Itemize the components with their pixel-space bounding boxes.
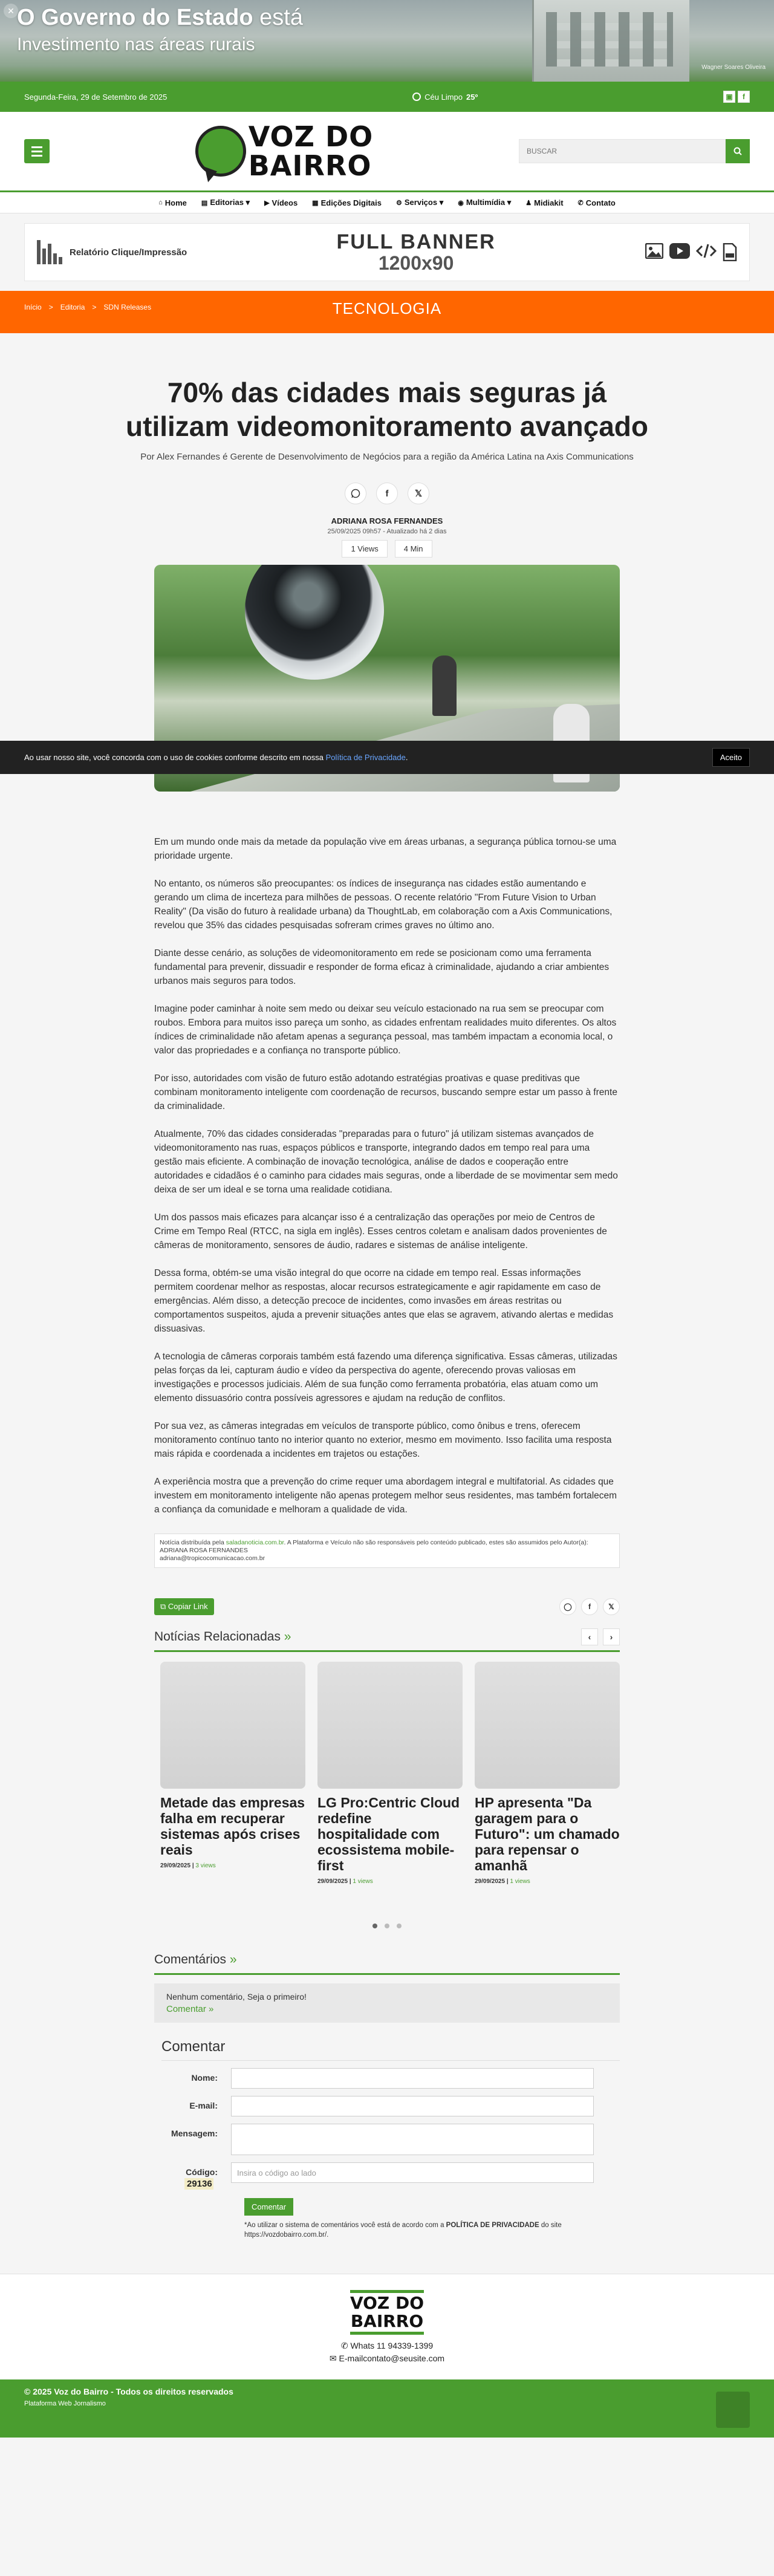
cyclist-shape <box>432 655 457 716</box>
document-icon: ▦ <box>312 199 319 207</box>
carousel-next-button[interactable]: › <box>603 1628 620 1645</box>
related-card-image <box>317 1662 463 1789</box>
related-card-title[interactable]: LG Pro:Centric Cloud redefine hospitalidade com ecossistema mobile-first <box>317 1795 460 1873</box>
whatsapp-icon: ✆ <box>340 2341 351 2350</box>
captcha-code: 29136 <box>184 2178 213 2190</box>
facebook-icon[interactable]: f <box>738 91 750 103</box>
message-field[interactable] <box>231 2124 594 2155</box>
privacy-policy-link[interactable]: POLÍTICA DE PRIVACIDADE <box>446 2222 539 2229</box>
article-author: ADRIANA ROSA FERNANDES <box>331 516 443 525</box>
bar-chart-icon <box>37 240 62 264</box>
article-paragraph: A tecnologia de câmeras corporais também está fazendo uma diferença significativa. Essas câmeras, utilizadas pelas forças da lei, capturam áudio e vídeo da perspectiva do agente, oferecendo provas valiosas em investigações e processos judiciais. Além de sua função como ferramenta probatória, elas atuam como um elemento dissuasório contra possíveis agressores e ajudam na redução de conflitos. <box>154 1351 617 1403</box>
video-icon <box>669 243 690 259</box>
search-form <box>519 139 750 163</box>
nav-item-multimidia[interactable] <box>458 198 511 207</box>
menu-bar-icon <box>31 155 42 157</box>
nav-item-videos[interactable] <box>264 198 298 207</box>
no-comments-box <box>154 1983 620 2023</box>
logo-text <box>249 122 374 180</box>
security-camera-shape <box>245 565 384 680</box>
play-icon: ▶ <box>264 199 270 207</box>
home-icon: ⌂ <box>158 199 163 206</box>
close-icon[interactable]: ✕ <box>4 4 18 18</box>
current-date: Segunda-Feira, 29 de Setembro de 2025 <box>24 92 167 102</box>
phone-icon: ✆ <box>577 199 584 207</box>
article-dates: 25/09/2025 09h57 - Atualizado há 2 dias <box>327 528 447 535</box>
article-stats <box>0 540 774 558</box>
menu-bar-icon <box>31 151 42 152</box>
related-card-meta: 29/09/2025 | 1 views <box>475 1878 530 1885</box>
nav-item-editorias[interactable] <box>201 198 250 207</box>
user-icon: ♟ <box>525 199 532 207</box>
facebook-icon[interactable]: f <box>376 483 398 504</box>
related-news-title-text: Notícias Relacionadas <box>154 1630 281 1644</box>
hero-subtitle: Investimento nas áreas rurais <box>17 34 255 54</box>
related-card-image <box>160 1662 305 1789</box>
floating-widget-button[interactable] <box>716 2392 750 2428</box>
nav-label: Editorias ▾ <box>210 198 250 207</box>
footer-logo-line-2: BAIRRO <box>350 2311 424 2331</box>
related-card-views: 3 views <box>195 1862 216 1869</box>
footer-whatsapp-text: Whats 11 94339-1399 <box>350 2341 434 2350</box>
related-news-header <box>154 1628 620 1652</box>
nav-item-home[interactable] <box>158 198 187 207</box>
breadcrumb-separator: > <box>92 303 97 311</box>
cookie-consent-bar <box>0 741 774 774</box>
nav-label: Contato <box>585 198 616 207</box>
article-body <box>154 792 620 1517</box>
email-field[interactable] <box>231 2096 594 2116</box>
no-comments-text: Nenhum comentário, Seja o primeiro! <box>166 1992 307 2002</box>
privacy-post: do site https://vozdobairro.com.br/. <box>244 2222 562 2239</box>
carousel-controls <box>581 1628 620 1645</box>
nav-item-edicoes-digitais[interactable] <box>312 198 382 207</box>
x-twitter-icon[interactable]: 𝕏 <box>603 1598 620 1615</box>
privacy-policy-link[interactable]: Política de Privacidade <box>325 753 406 762</box>
read-time: 4 Min <box>395 540 432 558</box>
logo-line-1: VOZ DO <box>248 120 374 153</box>
related-card-date: 29/09/2025 <box>317 1878 348 1885</box>
ad-media-icons <box>645 243 737 261</box>
building-image <box>532 0 689 82</box>
form-row-name <box>161 2068 620 2089</box>
nav-label: Serviços ▾ <box>404 198 444 207</box>
nav-label: Edições Digitais <box>320 198 382 207</box>
top-hero-banner[interactable] <box>0 0 774 82</box>
nav-label: Midiakit <box>534 198 564 207</box>
related-card-title[interactable]: HP apresenta "Da garagem para o Futuro": um chamado para repensar o amanhã <box>475 1795 620 1873</box>
breadcrumb-home[interactable]: Início <box>24 303 42 311</box>
comments-title: Comentários <box>154 1953 227 1966</box>
comment-form-heading: Comentar <box>161 2038 620 2061</box>
article-paragraph: Dessa forma, obtém-se uma visão integral do que ocorre na cidade em tempo real. Essas informações permitem coordenar melhor as respostas, alocar recursos estrategicamente e agir rapidamente em caso de emergências. Além disso, a detecção precoce de incidentes, como invasões em áreas restritas ou comportamentos suspeitos, ajuda a prevenir situações antes que elas se agravem, ativando alertas e medidas dissuasivas. <box>154 1268 614 1334</box>
site-header <box>0 112 774 190</box>
share-buttons <box>0 483 774 504</box>
carousel-dot[interactable] <box>397 1924 402 1928</box>
article-paragraph: A experiência mostra que a prevenção do crime requer uma abordagem integral e multifatorial. As cidades que investem em monitoramento inteligente não apenas protegem melhor seus residentes, mas também fortalecem a confiança da comunidade e melhoram a qualidade de vida. <box>154 1477 617 1515</box>
article-paragraph: Diante desse cenário, as soluções de videomonitoramento em rede se posicionam como uma ferramenta fundamental para prevenir, dissuadir e responder de forma eficaz à criminalidade, ajudando a criar ambientes urbanos mais seguros para todos. <box>154 948 610 986</box>
sun-icon <box>412 93 421 101</box>
search-input[interactable] <box>519 139 726 163</box>
breadcrumb-editoria[interactable]: Editoria <box>60 303 85 311</box>
distribution-note <box>154 1534 620 1568</box>
ad-title: FULL BANNER <box>336 230 496 253</box>
ad-placeholder <box>337 231 496 273</box>
social-links <box>723 91 750 103</box>
note-suffix: . A Plataforma e Veículo não são responsáveis pelo conteúdo publicado, estes são assumidos pelo Autor(a): <box>284 1539 588 1546</box>
related-card-views: 1 views <box>353 1878 373 1885</box>
article-paragraph: Por isso, autoridades com visão de futuro estão adotando estratégias proativas e quase preditivas que combinam monitoramento inteligente com coordenação de recursos, buscando sempre estar um passo à frente da criminalidade. <box>154 1073 617 1111</box>
article-paragraph: Por sua vez, as câmeras integradas em veículos de transporte público, como ônibus e trens, oferecem monitoramento contínuo tanto no interior quanto no exterior, mesmo em movimento. Isso facilita uma resposta mais rápida e coordenada a incidentes em trajetos ou estações. <box>154 1421 612 1459</box>
instagram-icon[interactable]: ▣ <box>723 91 735 103</box>
copyright: © 2025 Voz do Bairro - Todos os direitos reservados <box>24 2387 233 2396</box>
nav-label: Vídeos <box>272 198 298 207</box>
related-news-list <box>154 1662 620 1885</box>
views-count: 1 Views <box>342 540 387 558</box>
full-banner-ad[interactable] <box>24 223 750 281</box>
article <box>0 333 774 2438</box>
name-label: Nome: <box>191 2073 218 2083</box>
breadcrumb-sdn-releases[interactable]: SDN Releases <box>103 303 152 311</box>
code-label-text: Código: <box>186 2167 218 2177</box>
temperature: 25º <box>466 92 478 102</box>
site-footer <box>0 2274 774 2379</box>
speech-bubble-logo-icon <box>195 126 246 177</box>
nav-item-midiakit[interactable] <box>525 198 563 207</box>
nav-item-servicos[interactable] <box>396 198 443 207</box>
note-prefix: Notícia distribuída pela <box>160 1539 224 1546</box>
footer-logo-text <box>350 2294 424 2330</box>
article-paragraph: Em um mundo onde mais da metade da população vive em áreas urbanas, a segurança pública tornou-se uma prioridade urgente. <box>154 837 617 861</box>
footer-whatsapp[interactable] <box>0 2341 774 2351</box>
category-title: TECNOLOGIA <box>332 299 442 317</box>
share-buttons-small <box>559 1598 620 1615</box>
double-chevron-icon: » <box>229 1953 237 1966</box>
article-paragraph: Imagine poder caminhar à noite sem medo ou deixar seu veículo estacionado na rua sem se preocupar com roubos. Embora para muitos isso pareça um sonho, as cidades enfrentam realidades muito diferentes. Os altos índices de criminalidade não afetam apenas a segurança pessoal, mas também impactam a economia local, o valor das propriedades e a confiança no transporte público. <box>154 1004 617 1056</box>
ad-area <box>0 213 774 291</box>
article-paragraph: Atualmente, 70% das cidades consideradas "preparadas para o futuro" já utilizam sistemas avançados de videomonitoramento nas ruas, espaços públicos e transporte, integrando dados em tempo real para uma gestão mais eficiente. A combinação de inovação tecnológica, análise de dados e cooperação entre autoridades e cidadãos é o caminho para cidades mais seguras, onde a liberdade de se movimentar sem medo deixa de ser um ideal e se torna uma realidade cotidiana. <box>154 1129 618 1195</box>
related-card-meta: 29/09/2025 | 3 views <box>160 1862 216 1869</box>
mail-icon: ✉ <box>329 2353 339 2363</box>
carousel-dot[interactable] <box>372 1924 377 1928</box>
privacy-pre: *Ao utilizar o sistema de comentários você está de acordo com a <box>244 2222 446 2229</box>
email-label: E-mail: <box>189 2101 218 2110</box>
whatsapp-icon[interactable]: ◯ <box>559 1598 576 1615</box>
hero-title-bold: O Governo do Estado <box>17 5 253 30</box>
related-news-title <box>154 1630 291 1644</box>
related-card-title[interactable]: Metade das empresas falha em recuperar sistemas após crises reais <box>160 1795 305 1858</box>
article-paragraph: No entanto, os números são preocupantes: os índices de insegurança nas cidades estão aumentando e gerando um clima de incerteza para milhões de pessoas. O recente relatório "From Future Vision to Urban Reality" (Da visão do futuro à realidade urbana) da ThoughtLab, em colaboração com a Axis Communications, revelou que 35% das cidades pesquisadas sofreram crimes graves no último ano. <box>154 879 613 931</box>
related-card-views: 1 views <box>510 1878 530 1885</box>
code-icon <box>696 243 717 259</box>
comments-header <box>154 1953 620 1975</box>
image-icon <box>645 243 663 259</box>
footer-email-text: E-mailcontato@seusite.com <box>339 2353 445 2363</box>
footer-logo[interactable] <box>350 2290 424 2335</box>
carousel-dots <box>0 1924 774 1928</box>
hero-title-light: está <box>259 5 303 30</box>
whatsapp-icon[interactable] <box>345 483 366 504</box>
cookie-text: Ao usar nosso site, você concorda com o uso de cookies conforme descrito em nossa <box>24 753 324 762</box>
related-card[interactable] <box>160 1662 305 1885</box>
article-title: 70% das cidades mais seguras já utilizam videomonitoramento avançado <box>126 377 648 442</box>
nav-label: Home <box>164 198 187 207</box>
code-label <box>161 2162 231 2190</box>
nav-label: Multimídia ▾ <box>466 198 512 207</box>
footer-email[interactable] <box>0 2353 774 2364</box>
name-field[interactable] <box>231 2068 594 2089</box>
related-card-date: 29/09/2025 <box>475 1878 506 1885</box>
note-source-link[interactable]: saladanoticia.com.br <box>226 1539 284 1546</box>
hero-credit: Wagner Soares Oliveira <box>701 64 766 71</box>
related-card-date: 29/09/2025 <box>160 1862 191 1869</box>
topbar <box>0 82 774 112</box>
x-twitter-icon[interactable]: 𝕏 <box>408 483 429 504</box>
facebook-icon[interactable]: f <box>581 1598 598 1615</box>
gear-icon: ⚙ <box>396 199 402 207</box>
related-card[interactable] <box>475 1662 620 1885</box>
nav-item-contato[interactable] <box>578 198 616 207</box>
note-author: ADRIANA ROSA FERNANDES <box>160 1547 248 1554</box>
article-paragraph: Um dos passos mais eficazes para alcançar isso é a centralização das operações por meio de Centros de Crime em Tempo Real (RTCC, na sigla em inglês). Esses centros coletam e analisam dados provenientes de câmeras de monitoramento, sensores de áudio, radares e sistemas de análise inteligente. <box>154 1212 607 1251</box>
submit-comment-button[interactable]: Comentar <box>244 2198 293 2216</box>
carousel-dot[interactable] <box>385 1924 389 1928</box>
carousel-prev-button[interactable]: ‹ <box>581 1628 598 1645</box>
code-field[interactable]: Insira o código ao lado <box>231 2162 594 2183</box>
article-subtitle: Por Alex Fernandes é Gerente de Desenvolvimento de Negócios para a região da América Latina na Axis Communications <box>140 452 634 462</box>
message-label: Mensagem: <box>171 2129 218 2138</box>
form-row-code <box>161 2162 620 2190</box>
hamburger-menu-button[interactable] <box>24 139 50 163</box>
footer-bottom-bar <box>0 2379 774 2438</box>
logo-line-2: BAIRRO <box>248 149 372 182</box>
main-nav <box>0 190 774 213</box>
weather-widget <box>412 93 478 102</box>
related-card[interactable] <box>317 1662 463 1885</box>
html-file-icon <box>723 243 737 261</box>
search-button[interactable] <box>726 139 750 163</box>
privacy-notice <box>244 2220 631 2240</box>
ad-report <box>37 240 187 264</box>
copy-link-button[interactable]: ⧉ Copiar Link <box>154 1598 214 1615</box>
ad-report-label: Relatório Clique/Impressão <box>70 247 187 258</box>
double-chevron-icon: » <box>284 1630 291 1644</box>
list-icon: ▤ <box>201 199 208 207</box>
cookie-text-wrap: Ao usar nosso site, você concorda com o uso de cookies conforme descrito em nossa Política de Privacidade. <box>24 753 408 762</box>
article-actions <box>154 1598 620 1615</box>
search-icon <box>733 147 742 155</box>
ad-size: 1200x90 <box>378 252 454 274</box>
form-row-email <box>161 2096 620 2116</box>
hero-title <box>17 5 303 57</box>
breadcrumb-separator: > <box>48 303 53 311</box>
platform-credit: Plataforma Web Jornalismo <box>24 2400 106 2407</box>
related-card-meta: 29/09/2025 | 1 views <box>317 1878 373 1885</box>
footer-logo-line-1: VOZ DO <box>350 2293 424 2313</box>
cookie-accept-button[interactable]: Aceito <box>712 748 750 767</box>
menu-bar-icon <box>31 146 42 148</box>
category-header <box>0 291 774 333</box>
weather-text: Céu Limpo <box>424 92 463 102</box>
comment-link[interactable]: Comentar » <box>166 2004 214 2014</box>
camera-icon: ◉ <box>458 199 464 207</box>
note-email: adriana@tropicocomunicacao.com.br <box>160 1555 265 1562</box>
form-row-message <box>161 2124 620 2155</box>
related-card-image <box>475 1662 620 1789</box>
site-logo[interactable] <box>195 122 374 180</box>
comment-form <box>154 2038 620 2240</box>
